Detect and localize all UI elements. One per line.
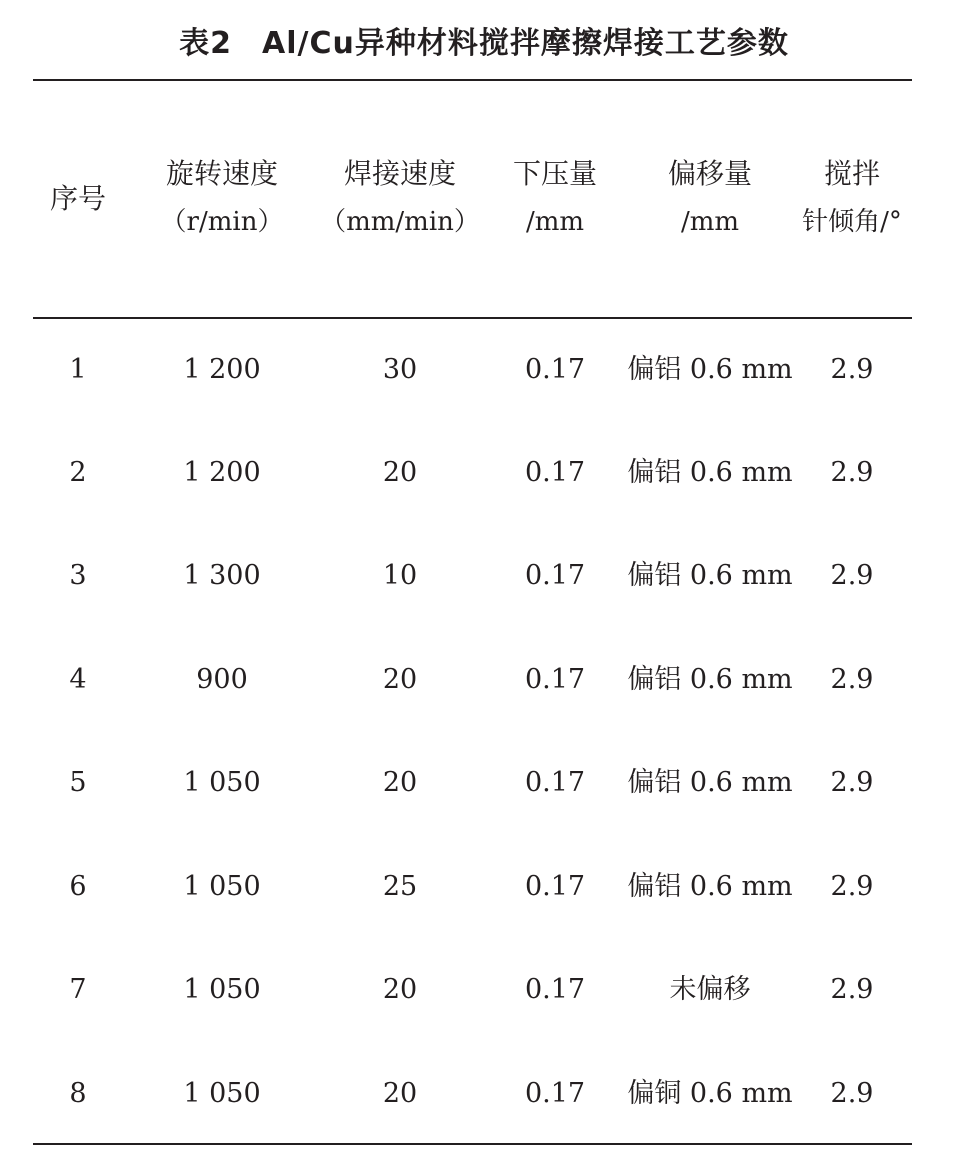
- table-row: [0, 768, 968, 808]
- cell-serial-number: 4: [69, 664, 87, 695]
- cell-tilt-angle: 2.9: [830, 767, 874, 798]
- cell-offset: 偏铝 0.6 mm: [627, 664, 793, 695]
- header-plunge-depth: [495, 150, 615, 246]
- header-offset-label: 偏移量: [667, 157, 752, 190]
- header-tilt-angle-label: 搅拌: [823, 157, 880, 190]
- cell-welding-speed: 20: [382, 457, 418, 488]
- header-welding-speed: [320, 150, 480, 246]
- table-caption: [0, 22, 968, 66]
- cell-rotation-speed: 1 050: [183, 871, 261, 902]
- cell-rotation-speed: 1 300: [183, 560, 261, 591]
- cell-offset: 偏铝 0.6 mm: [627, 560, 793, 591]
- cell-rotation-speed: 1 200: [183, 457, 261, 488]
- cell-plunge-depth: 0.17: [524, 1078, 586, 1109]
- header-tilt-angle-unit: 针倾角/°: [802, 207, 902, 237]
- table-row: [0, 561, 968, 601]
- cell-rotation-speed: 900: [196, 664, 248, 695]
- cell-serial-number: 2: [69, 457, 87, 488]
- table-header-row: [0, 150, 968, 250]
- cell-serial-number: 6: [69, 871, 87, 902]
- cell-plunge-depth: 0.17: [524, 354, 586, 385]
- cell-welding-speed: 25: [382, 871, 418, 902]
- table-row: [0, 1079, 968, 1119]
- bottom-rule: [33, 1143, 912, 1145]
- cell-tilt-angle: 2.9: [830, 457, 874, 488]
- cell-serial-number: 1: [69, 354, 87, 385]
- table-row: [0, 665, 968, 705]
- cell-offset: 未偏移: [669, 974, 751, 1005]
- cell-plunge-depth: 0.17: [524, 560, 586, 591]
- cell-tilt-angle: 2.9: [830, 664, 874, 695]
- cell-offset: 偏铜 0.6 mm: [627, 1078, 793, 1109]
- header-rotation-speed-label: 旋转速度: [165, 157, 278, 190]
- cell-tilt-angle: 2.9: [830, 1078, 874, 1109]
- header-rotation-speed: [152, 150, 292, 246]
- cell-offset: 偏铝 0.6 mm: [627, 871, 793, 902]
- cell-rotation-speed: 1 050: [183, 974, 261, 1005]
- cell-welding-speed: 20: [382, 767, 418, 798]
- cell-rotation-speed: 1 200: [183, 354, 261, 385]
- cell-offset: 偏铝 0.6 mm: [627, 767, 793, 798]
- cell-tilt-angle: 2.9: [830, 974, 874, 1005]
- cell-welding-speed: 20: [382, 664, 418, 695]
- cell-serial-number: 3: [69, 560, 87, 591]
- header-plunge-depth-label: 下压量: [512, 157, 597, 190]
- table-row: [0, 975, 968, 1015]
- table-number: 表2: [179, 26, 233, 61]
- header-rotation-speed-unit: （r/min）: [160, 207, 284, 237]
- header-serial-number: [28, 175, 128, 223]
- cell-rotation-speed: 1 050: [183, 767, 261, 798]
- cell-plunge-depth: 0.17: [524, 974, 586, 1005]
- cell-tilt-angle: 2.9: [830, 354, 874, 385]
- top-rule: [33, 79, 912, 81]
- cell-plunge-depth: 0.17: [524, 664, 586, 695]
- cell-welding-speed: 20: [382, 1078, 418, 1109]
- header-rule: [33, 317, 912, 319]
- cell-serial-number: 8: [69, 1078, 87, 1109]
- header-offset-unit: /mm: [680, 207, 740, 237]
- cell-welding-speed: 20: [382, 974, 418, 1005]
- cell-offset: 偏铝 0.6 mm: [627, 354, 793, 385]
- cell-plunge-depth: 0.17: [524, 871, 586, 902]
- header-welding-speed-unit: （mm/min）: [320, 207, 480, 237]
- cell-tilt-angle: 2.9: [830, 871, 874, 902]
- cell-serial-number: 7: [69, 974, 87, 1005]
- cell-serial-number: 5: [69, 767, 87, 798]
- cell-welding-speed: 30: [382, 354, 418, 385]
- cell-welding-speed: 10: [382, 560, 418, 591]
- header-serial-number-label: 序号: [49, 182, 106, 215]
- header-offset: [625, 150, 795, 246]
- header-plunge-depth-unit: /mm: [525, 207, 585, 237]
- header-tilt-angle: [792, 150, 912, 246]
- cell-plunge-depth: 0.17: [524, 767, 586, 798]
- header-welding-speed-label: 焊接速度: [343, 157, 456, 190]
- cell-tilt-angle: 2.9: [830, 560, 874, 591]
- table-row: [0, 458, 968, 498]
- table-row: [0, 872, 968, 912]
- table-title: Al/Cu异种材料搅拌摩擦焊接工艺参数: [262, 26, 789, 61]
- cell-offset: 偏铝 0.6 mm: [627, 457, 793, 488]
- cell-rotation-speed: 1 050: [183, 1078, 261, 1109]
- table-row: [0, 355, 968, 395]
- cell-plunge-depth: 0.17: [524, 457, 586, 488]
